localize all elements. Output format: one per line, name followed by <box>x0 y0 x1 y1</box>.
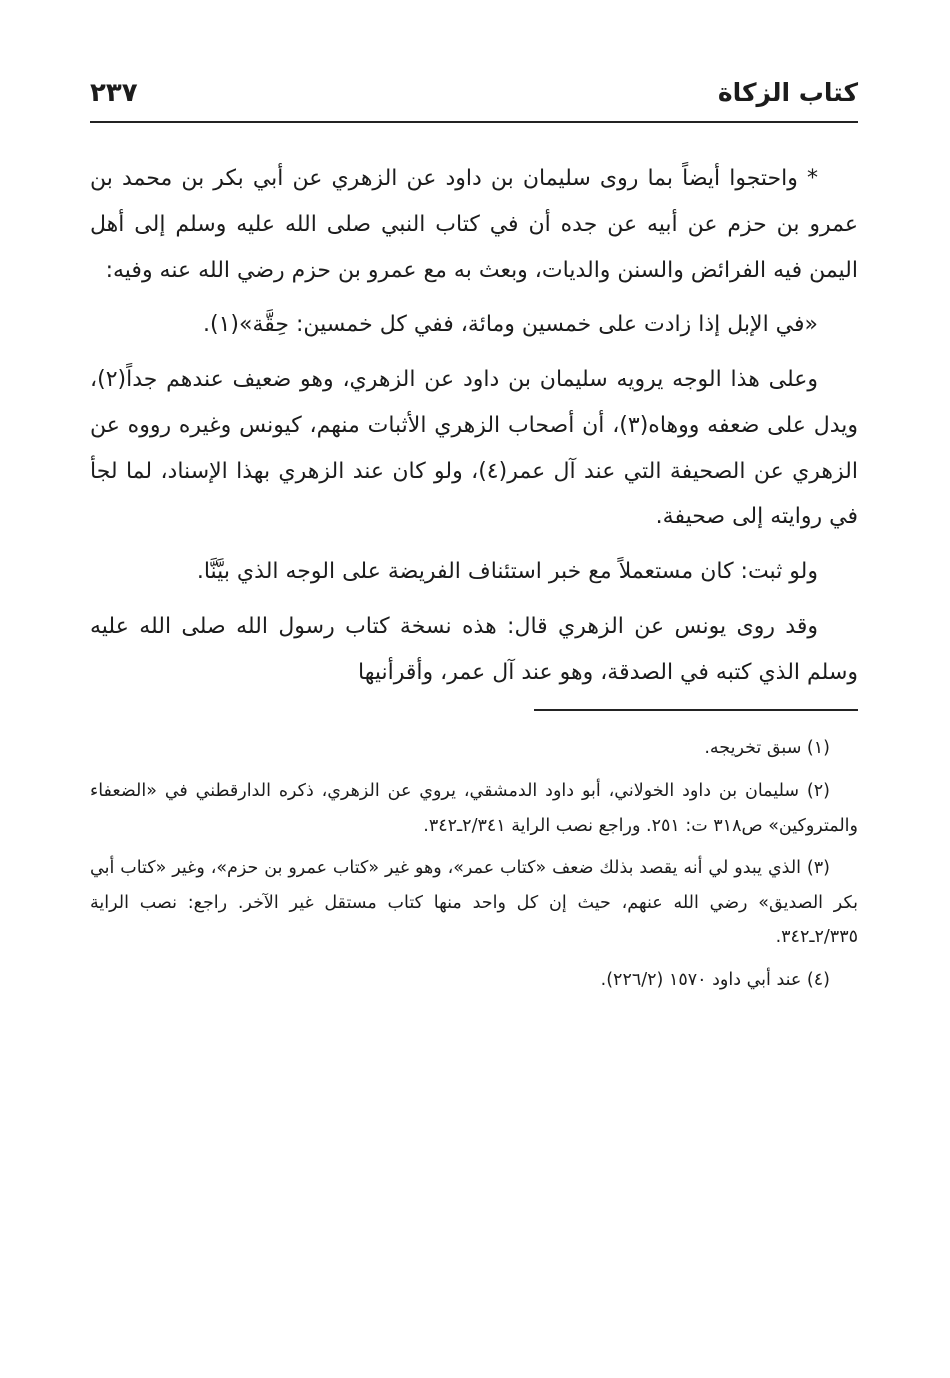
body-paragraph-hadith: «في الإبل إذا زادت على خمسين ومائة، ففي كل خمسين: حِقَّة»(١). <box>203 312 818 338</box>
footnote: (٣) الذي يبدو لي أنه يقصد بذلك ضعف «كتاب عمر»، وهو غير «كتاب عمرو بن حزم»، وغير «كتاب أبي بكر الصديق» رضي الله عنهم، حيث إن كل واحد منها كتاب مستقل غير الآخر. راجع: نصب الراية ٢/٣٣٥ـ٣٤٢. <box>90 858 858 948</box>
footnotes-section <box>90 731 858 997</box>
footnote-separator <box>534 709 858 711</box>
page-number: ٢٣٧ <box>90 78 138 108</box>
section-title: كتاب الزكاة <box>717 78 858 107</box>
body-text <box>90 156 858 695</box>
body-paragraph: * واحتجوا أيضاً بما روى سليمان بن داود عن الزهري عن أبي بكر بن محمد بن عمرو بن حزم عن أبيه عن جده أن في كتاب النبي صلى الله عليه وسلم إلى أهل اليمن فيه الفرائض والسنن والديات، وبعث به مع عمرو بن حزم رضي الله عنه وفيه: <box>90 166 858 283</box>
body-paragraph: ولو ثبت: كان مستعملاً مع خبر استئناف الفريضة على الوجه الذي بيَّنَّا. <box>196 559 818 584</box>
page-header <box>90 78 858 108</box>
body-paragraph: وعلى هذا الوجه يرويه سليمان بن داود عن الزهري، وهو ضعيف عندهم جداً(٢)، ويدل على ضعفه ووهاه(٣)، أن أصحاب الزهري الأثبات منهم، كيونس وغيره رووه عن الزهري عن الصحيفة التي عند آل عمر(٤)، ولو كان عند الزهري بهذا الإسناد، لما لجأ في روايته إلى صحيفة. <box>90 367 858 530</box>
footnote: (٢) سليمان بن داود الخولاني، أبو داود الدمشقي، يروي عن الزهري، ذكره الدارقطني في «الضعفاء والمتروكين» ص٣١٨ ت: ٢٥١. وراجع نصب الراية ٢/٣٤١ـ٣٤٢. <box>90 780 858 836</box>
footnote: (١) سبق تخريجه. <box>704 738 830 759</box>
body-paragraph: وقد روى يونس عن الزهري قال: هذه نسخة كتاب رسول الله صلى الله عليه وسلم الذي كتبه في الصدقة، وهو عند آل عمر، وأقرأنيها <box>90 613 858 685</box>
footnote: (٤) عند أبي داود ١٥٧٠ (٢٢٦/٢). <box>600 970 830 991</box>
header-rule <box>90 121 858 123</box>
